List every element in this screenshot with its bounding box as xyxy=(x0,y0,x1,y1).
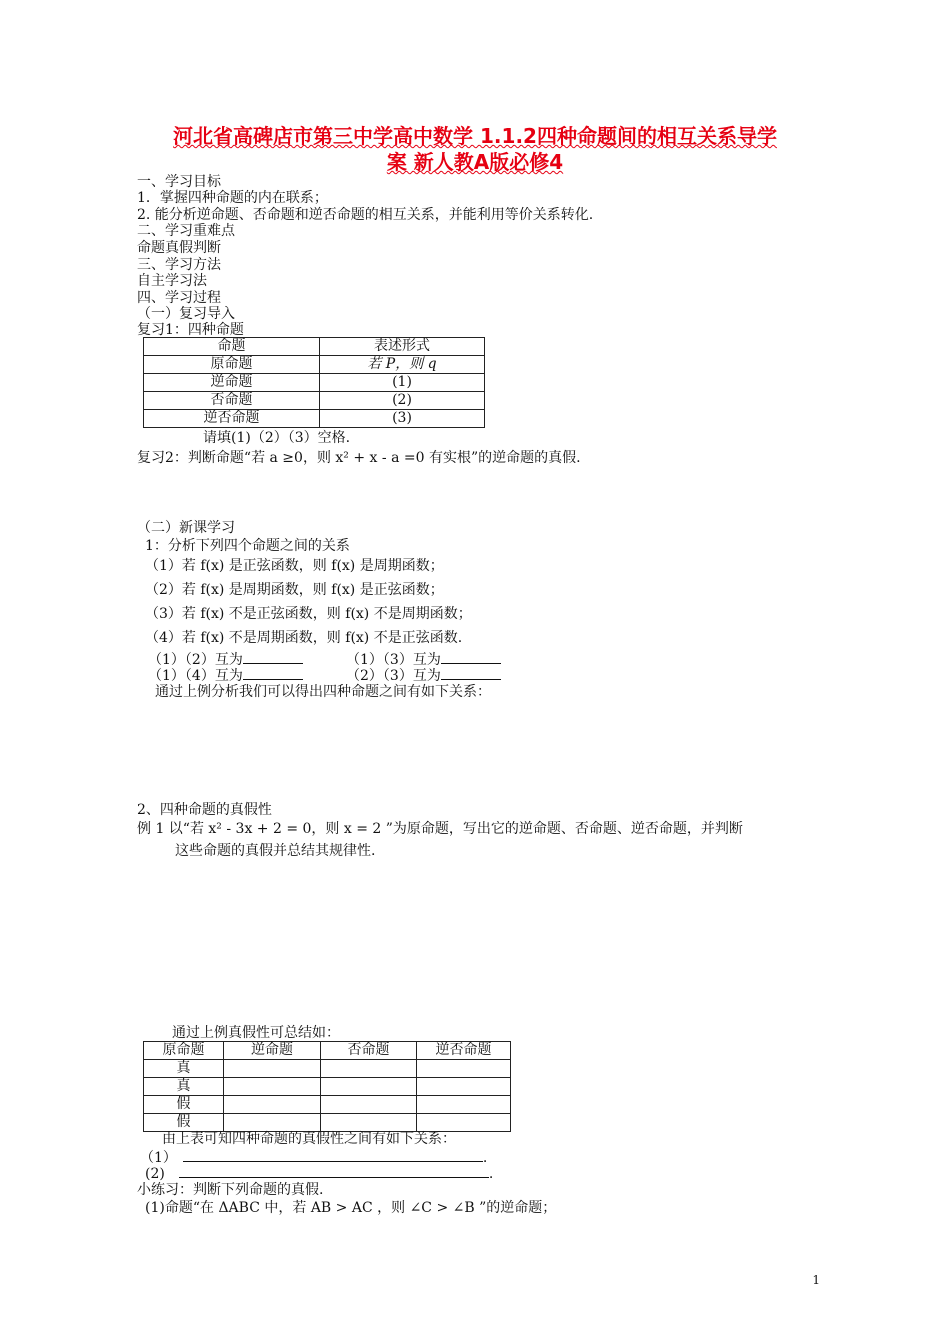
table-cell[interactable] xyxy=(224,1060,321,1078)
conclusion-item xyxy=(145,1163,493,1183)
table-cell[interactable] xyxy=(321,1078,417,1096)
goal-2: 2. 能分析逆命题、否命题和逆否命题的相互关系，并能利用等价关系转化. xyxy=(137,207,594,223)
answer-blank[interactable] xyxy=(183,1147,483,1162)
table-cell[interactable] xyxy=(224,1114,321,1132)
table-cell: 原命题 xyxy=(144,356,320,374)
table-cell: (1) xyxy=(320,374,485,392)
table-cell[interactable] xyxy=(417,1060,511,1078)
table-row xyxy=(144,1060,511,1078)
table-cell[interactable] xyxy=(321,1114,417,1132)
table-row xyxy=(144,1096,511,1114)
period-mark: . xyxy=(488,1166,494,1182)
relation-label: （1）（2）互为 xyxy=(148,652,243,668)
table-cell[interactable] xyxy=(417,1078,511,1096)
page-number: 1 xyxy=(812,1273,820,1287)
four-propositions-table xyxy=(143,337,485,428)
relation-row xyxy=(148,665,303,685)
fill-note: 请填(1)（2）（3）空格. xyxy=(203,430,351,446)
table-cell: 若 P，则 q xyxy=(320,356,485,374)
table-header-cell: 命题 xyxy=(144,338,320,356)
table-header-row xyxy=(144,1042,511,1060)
list-item: （2）若 f(x) 是周期函数，则 f(x) 是正弦函数； xyxy=(145,582,444,598)
table-cell[interactable] xyxy=(224,1096,321,1114)
table-cell: 真 xyxy=(144,1060,224,1078)
question-1: 1：分析下列四个命题之间的关系 xyxy=(145,538,350,554)
conclusion-intro: 由上表可知四种命题的真假性之间有如下关系： xyxy=(162,1131,456,1147)
table-cell: 真 xyxy=(144,1078,224,1096)
table-cell: (2) xyxy=(320,392,485,410)
table-cell: 假 xyxy=(144,1114,224,1132)
table-header-cell: 表述形式 xyxy=(320,338,485,356)
process-header: 四、学习过程 xyxy=(137,290,221,306)
table-cell[interactable] xyxy=(417,1114,511,1132)
truth-summary: 通过上例真假性可总结如： xyxy=(172,1025,340,1041)
table-cell[interactable] xyxy=(321,1060,417,1078)
list-item: （3）若 f(x) 不是正弦函数，则 f(x) 不是周期函数； xyxy=(145,606,472,622)
table-row xyxy=(144,1078,511,1096)
review-1: 复习1：四种命题 xyxy=(137,322,244,338)
review-2: 复习2：判断命题“若 a ≥0，则 x² + x - a =0 有实根”的逆命题的真假. xyxy=(137,450,581,466)
answer-blank[interactable] xyxy=(243,649,303,664)
review-header: （一）复习导入 xyxy=(137,306,235,322)
answer-blank[interactable] xyxy=(179,1163,489,1178)
example-1-line1: 例 1 以“若 x² - 3x + 2 = 0，则 x = 2 ”为原命题，写出它的逆命题、否命题、逆否命题，并判断 xyxy=(137,821,743,837)
relation-label: （2）（3）互为 xyxy=(346,668,441,684)
table-header-cell: 否命题 xyxy=(321,1042,417,1060)
table-row xyxy=(144,410,485,428)
relation-label: （1）（4）互为 xyxy=(148,668,243,684)
table-row xyxy=(144,374,485,392)
example-1-line2: 这些命题的真假并总结其规律性. xyxy=(175,843,376,859)
list-item: （4）若 f(x) 不是周期函数，则 f(x) 不是正弦函数. xyxy=(145,630,463,646)
key-text: 命题真假判断 xyxy=(137,240,221,256)
practice-1: (1)命题“在 ΔABC 中，若 AB > AC ，则 ∠C > ∠B ”的逆命题； xyxy=(145,1200,557,1216)
answer-blank[interactable] xyxy=(243,665,303,680)
table-cell: 逆命题 xyxy=(144,374,320,392)
table-row xyxy=(144,392,485,410)
goals-header: 一、学习目标 xyxy=(137,174,221,190)
answer-blank[interactable] xyxy=(441,649,501,664)
table-header-cell: 逆命题 xyxy=(224,1042,321,1060)
table-cell: 逆否命题 xyxy=(144,410,320,428)
relation-summary: 通过上例分析我们可以得出四种命题之间有如下关系： xyxy=(155,684,491,700)
truth-table xyxy=(143,1041,511,1132)
table-cell: 假 xyxy=(144,1096,224,1114)
method-header: 三、学习方法 xyxy=(137,257,221,273)
truth-header: 2、四种命题的真假性 xyxy=(137,802,272,818)
table-header-cell: 原命题 xyxy=(144,1042,224,1060)
table-header-cell: 逆否命题 xyxy=(417,1042,511,1060)
new-lesson-header: （二）新课学习 xyxy=(137,520,235,536)
key-header: 二、学习重难点 xyxy=(137,223,235,239)
table-cell[interactable] xyxy=(417,1096,511,1114)
answer-blank[interactable] xyxy=(441,665,501,680)
conclusion-item-label: (2) xyxy=(145,1166,165,1182)
method-text: 自主学习法 xyxy=(137,273,207,289)
page-title-line2: 案 新人教A版必修4 xyxy=(386,150,564,174)
table-row xyxy=(144,356,485,374)
table-row xyxy=(144,1114,511,1132)
period-mark: . xyxy=(482,1150,488,1166)
list-item: （1）若 f(x) 是正弦函数，则 f(x) 是周期函数； xyxy=(145,558,444,574)
table-cell: 否命题 xyxy=(144,392,320,410)
table-cell[interactable] xyxy=(321,1096,417,1114)
table-header-row xyxy=(144,338,485,356)
goal-1: 1．掌握四种命题的内在联系； xyxy=(137,190,328,206)
relation-row xyxy=(346,665,501,685)
practice-header: 小练习：判断下列命题的真假. xyxy=(137,1182,324,1198)
table-cell[interactable] xyxy=(224,1078,321,1096)
conclusion-item-label: （1） xyxy=(140,1150,177,1166)
table-cell: (3) xyxy=(320,410,485,428)
relation-label: （1）（3）互为 xyxy=(346,652,441,668)
page-title-line1: 河北省高碑店市第三中学高中数学 1.1.2四种命题间的相互关系导学 xyxy=(173,124,777,148)
